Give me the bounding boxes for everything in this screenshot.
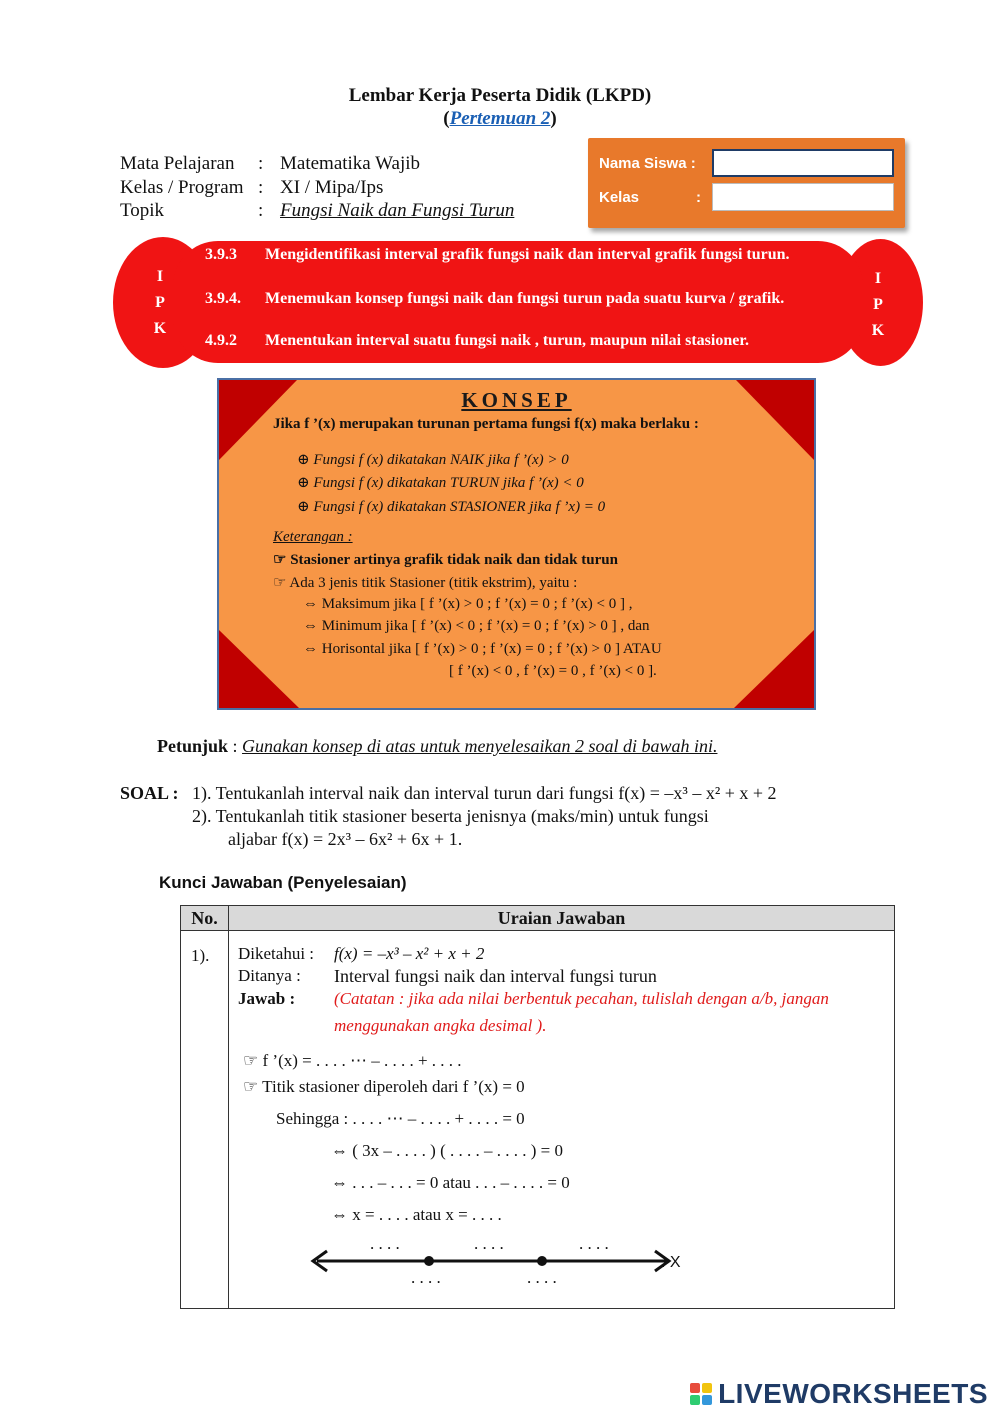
konsep-note: ☞ Stasioner artinya grafik tidak naik dan tidak turun <box>273 552 618 568</box>
konsep-rule: ⊕ Fungsi f (x) dikatakan NAIK jika f ’(x) > 0 <box>297 452 569 468</box>
soal-label: SOAL : <box>120 783 179 803</box>
ipk-letter: K <box>871 322 885 339</box>
soal-question-1: 1). Tentukanlah interval naik dan interval turun dari fungsi f(x) = –x³ – x² + x + 2 <box>192 783 777 803</box>
number-line <box>309 1248 679 1274</box>
logo-square <box>690 1383 700 1393</box>
logo-mark-icon <box>690 1383 712 1405</box>
instruction <box>157 736 717 757</box>
step-stationary: ☞ Titik stasioner diperoleh dari f ’(x) = 0 <box>243 1077 525 1096</box>
student-class-input[interactable] <box>712 183 894 211</box>
info-value: Matematika Wajib <box>280 153 421 174</box>
step-factor: ⇔ ( 3x – . . . . ) ( . . . . – . . . . ) = 0 <box>331 1141 563 1160</box>
konsep-box <box>217 378 816 710</box>
logo-square <box>702 1395 712 1405</box>
step-equations: ⇔ . . . – . . . = 0 atau . . . – . . . . = 0 <box>331 1173 570 1192</box>
logo-square <box>690 1395 700 1405</box>
number-line-point <box>424 1256 434 1266</box>
subject-info <box>120 152 514 223</box>
ipk-letter: I <box>874 270 882 287</box>
answer-key-heading: Kunci Jawaban (Penyelesaian) <box>159 873 407 892</box>
col-header-uraian: Uraian Jawaban <box>497 908 626 928</box>
info-sep: : <box>258 153 264 174</box>
ipk-text: Mengidentifikasi interval grafik fungsi naik dan interval grafik fungsi turun. <box>265 246 790 263</box>
corner-bottom-left <box>219 630 299 708</box>
step-derivative: ☞ f ’(x) = . . . . ⋯ – . . . . + . . . . <box>243 1051 462 1070</box>
ipk-letters-left <box>150 264 170 342</box>
konsep-type: ⇔ Maksimum jika [ f ’(x) > 0 ; f ’(x) = 0 ; f ’(x) < 0 ] , <box>303 596 633 612</box>
soal-question-2-cont: aljabar f(x) = 2x³ – 6x² + 6x + 1. <box>228 829 463 849</box>
corner-bottom-right <box>734 630 814 708</box>
row-number: 1). <box>191 946 210 965</box>
logo-square <box>702 1383 712 1393</box>
ipk-text: Menemukan konsep fungsi naik dan fungsi turun pada suatu kurva / grafik. <box>265 290 785 307</box>
liveworksheets-logo <box>690 1378 988 1410</box>
logo-text: LIVEWORKSHEETS <box>718 1378 988 1409</box>
ipk-item <box>205 288 825 332</box>
ipk-letter: K <box>153 320 167 337</box>
instruction-text: Gunakan konsep di atas untuk menyelesaikan 2 soal di bawah ini. <box>242 736 718 756</box>
info-sep: : <box>258 176 264 198</box>
ipk-item <box>205 330 825 352</box>
numline-label-top: . . . . <box>370 1234 400 1253</box>
info-row-topic <box>120 199 514 223</box>
student-identity-box <box>588 138 905 228</box>
info-label: Kelas / Program <box>120 176 244 198</box>
konsep-keterangan: Keterangan : <box>273 529 353 545</box>
student-class-colon: : <box>696 189 701 206</box>
ditanya-value: Interval fungsi naik dan interval fungsi turun <box>334 966 657 986</box>
ipk-letter: I <box>156 268 164 285</box>
numline-label-top: . . . . <box>474 1234 504 1253</box>
info-sep: : <box>258 200 264 221</box>
ipk-letters-right <box>868 266 888 344</box>
ipk-letter: P <box>873 296 883 313</box>
instruction-label: Petunjuk <box>157 736 229 756</box>
student-class-label: Kelas <box>599 189 640 206</box>
numline-label-bottom: . . . . <box>411 1268 441 1287</box>
info-value-topic: Fungsi Naik dan Fungsi Turun <box>280 200 515 221</box>
ditanya-label: Ditanya : <box>238 966 301 985</box>
konsep-intro: Jika f ’(x) merupakan turunan pertama fungsi f(x) maka berlaku : <box>273 416 699 432</box>
info-label: Topik <box>120 200 165 221</box>
konsep-type: [ f ’(x) < 0 , f ’(x) = 0 , f ’(x) < 0 ]. <box>449 663 657 679</box>
konsep-note: ☞ Ada 3 jenis titik Stasioner (titik ekstrim), yaitu : <box>273 575 578 591</box>
worksheet-subtitle <box>0 108 1000 130</box>
number-line-point <box>537 1256 547 1266</box>
ipk-text: Menentukan interval suatu fungsi naik , turun, maupun nilai stasioner. <box>265 332 749 349</box>
info-value: XI / Mipa/Ips <box>280 176 384 198</box>
student-name-input[interactable] <box>712 149 894 177</box>
konsep-type: ⇔ Horisontal jika [ f ’(x) > 0 ; f ’(x) = 0 ; f ’(x) > 0 ] ATAU <box>303 641 662 657</box>
col-header-no: No. <box>191 908 218 928</box>
ipk-code: 4.9.2 <box>205 332 237 349</box>
paren-close: ) <box>550 108 557 129</box>
konsep-type: ⇔ Minimum jika [ f ’(x) < 0 ; f ’(x) = 0 ; f ’(x) > 0 ] , dan <box>303 618 650 634</box>
konsep-rule: ⊕ Fungsi f (x) dikatakan STASIONER jika f ’x) = 0 <box>297 499 606 515</box>
step-sehingga: Sehingga : . . . . ⋯ – . . . . + . . . . = 0 <box>276 1109 525 1128</box>
ipk-banner <box>113 237 923 368</box>
jawab-label: Jawab : <box>238 989 296 1008</box>
numline-label-bottom: . . . . <box>527 1268 557 1287</box>
info-row-class <box>120 176 514 200</box>
konsep-rule: ⊕ Fungsi f (x) dikatakan TURUN jika f ’(x) < 0 <box>297 475 584 491</box>
konsep-title: KONSEP <box>461 388 572 412</box>
numline-label-top: . . . . <box>579 1234 609 1253</box>
soal-question-2: 2). Tentukanlah titik stasioner beserta jenisnya (maks/min) untuk fungsi <box>192 806 709 826</box>
meeting-link[interactable]: Pertemuan 2 <box>449 108 551 129</box>
step-roots: ⇔ x = . . . . atau x = . . . . <box>331 1205 502 1224</box>
worksheet-title: Lembar Kerja Peserta Didik (LKPD) <box>348 85 652 106</box>
info-label: Mata Pelajaran <box>120 153 235 174</box>
ipk-item <box>205 244 825 288</box>
diketahui-label: Diketahui : <box>238 944 315 963</box>
paren-open: ( <box>443 108 450 129</box>
ipk-code: 3.9.3 <box>205 246 237 263</box>
instruction-colon: : <box>228 736 243 756</box>
table-divider <box>228 906 229 1308</box>
student-name-label: Nama Siswa : <box>599 155 696 172</box>
ipk-code: 3.9.4. <box>205 290 241 307</box>
catatan-line-1: (Catatan : jika ada nilai berbentuk pecahan, tulislah dengan a/b, jangan <box>334 989 829 1008</box>
ipk-letter: P <box>155 294 165 311</box>
info-row-subject <box>120 152 514 176</box>
catatan-line-2: menggunakan angka desimal ). <box>334 1016 547 1035</box>
answer-table <box>180 905 895 1309</box>
diketahui-value: f(x) = –x³ – x² + x + 2 <box>334 944 485 963</box>
axis-label: . X <box>661 1254 681 1271</box>
